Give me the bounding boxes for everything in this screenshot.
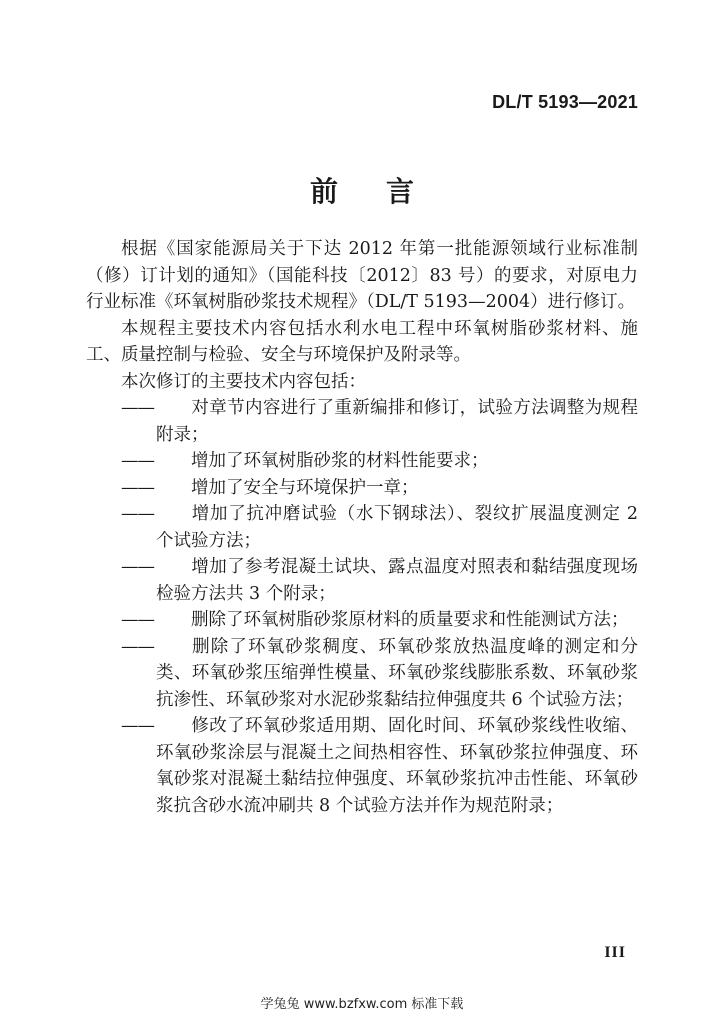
list-item-text: 增加了参考混凝土试块、露点温度对照表和黏结强度现场检验方法共 3 个附录； bbox=[156, 557, 638, 604]
list-item-text: 增加了安全与环境保护一章； bbox=[191, 477, 419, 498]
list-dash: —— bbox=[121, 716, 154, 736]
list-dash: —— bbox=[121, 557, 154, 577]
document-body bbox=[86, 236, 638, 819]
list-dash: —— bbox=[121, 610, 154, 630]
standard-code: DL/T 5193—2021 bbox=[492, 92, 638, 112]
list-item bbox=[86, 554, 638, 607]
paragraph-main-content: 本规程主要技术内容包括水利水电工程中环氧树脂砂浆材料、施工、质量控制与检验、安全与环境保护及附录等。 bbox=[86, 318, 638, 365]
list-item-text: 删除了环氧树脂砂浆原材料的质量要求和性能测试方法； bbox=[191, 610, 629, 630]
list-dash: —— bbox=[121, 398, 154, 418]
footer-watermark: 学兔兔 www.bzfxw.com 标准下载 bbox=[260, 997, 464, 1012]
list-item-text: 删除了环氧砂浆稠度、环氧砂浆放热温度峰的测定和分类、环氧砂浆压缩弹性模量、环氧砂浆线膨胀系数、环氧砂浆抗渗性、环氧砂浆对水泥砂浆黏结拉伸强度共 6 个试验方法； bbox=[156, 636, 638, 710]
list-item-text: 对章节内容进行了重新编排和修订，试验方法调整为规程附录； bbox=[156, 398, 638, 445]
list-dash: —— bbox=[121, 477, 154, 498]
list-item-text: 增加了抗冲磨试验（水下钢球法）、裂纹扩展温度测定 2 个试验方法； bbox=[156, 504, 638, 551]
list-item-text: 修改了环氧砂浆适用期、固化时间、环氧砂浆线性收缩、环氧砂浆涂层与混凝土之间热相容性、环氧砂浆拉伸强度、环氧砂浆对混凝土黏结拉伸强度、环氧砂浆抗冲击性能、环氧砂浆抗含砂水流冲刷共 8 个试验方法并作为规范附录； bbox=[156, 716, 638, 816]
list-dash: —— bbox=[121, 451, 154, 471]
list-item bbox=[86, 634, 638, 714]
list-item bbox=[86, 448, 638, 475]
page-number: III bbox=[604, 944, 626, 961]
list-item bbox=[86, 713, 638, 819]
list-item bbox=[86, 607, 638, 634]
paragraph-revision-intro: 本次修订的主要技术内容包括： bbox=[121, 371, 366, 392]
paragraph-revision-basis: 根据《国家能源局关于下达 2012 年第一批能源领域行业标准制（修）订计划的通知》（国能科技〔2012〕83 号）的要求，对原电力行业标准《环氧树脂砂浆技术规程》（DL/T 5193—2004）进行修订。 bbox=[86, 239, 638, 312]
list-item bbox=[86, 475, 638, 502]
list-item-text: 增加了环氧树脂砂浆的材料性能要求； bbox=[191, 451, 489, 471]
list-item bbox=[86, 395, 638, 448]
list-item bbox=[86, 501, 638, 554]
list-dash: —— bbox=[121, 636, 154, 657]
list-dash: —— bbox=[121, 504, 154, 524]
page-title: 前言 bbox=[309, 175, 462, 208]
